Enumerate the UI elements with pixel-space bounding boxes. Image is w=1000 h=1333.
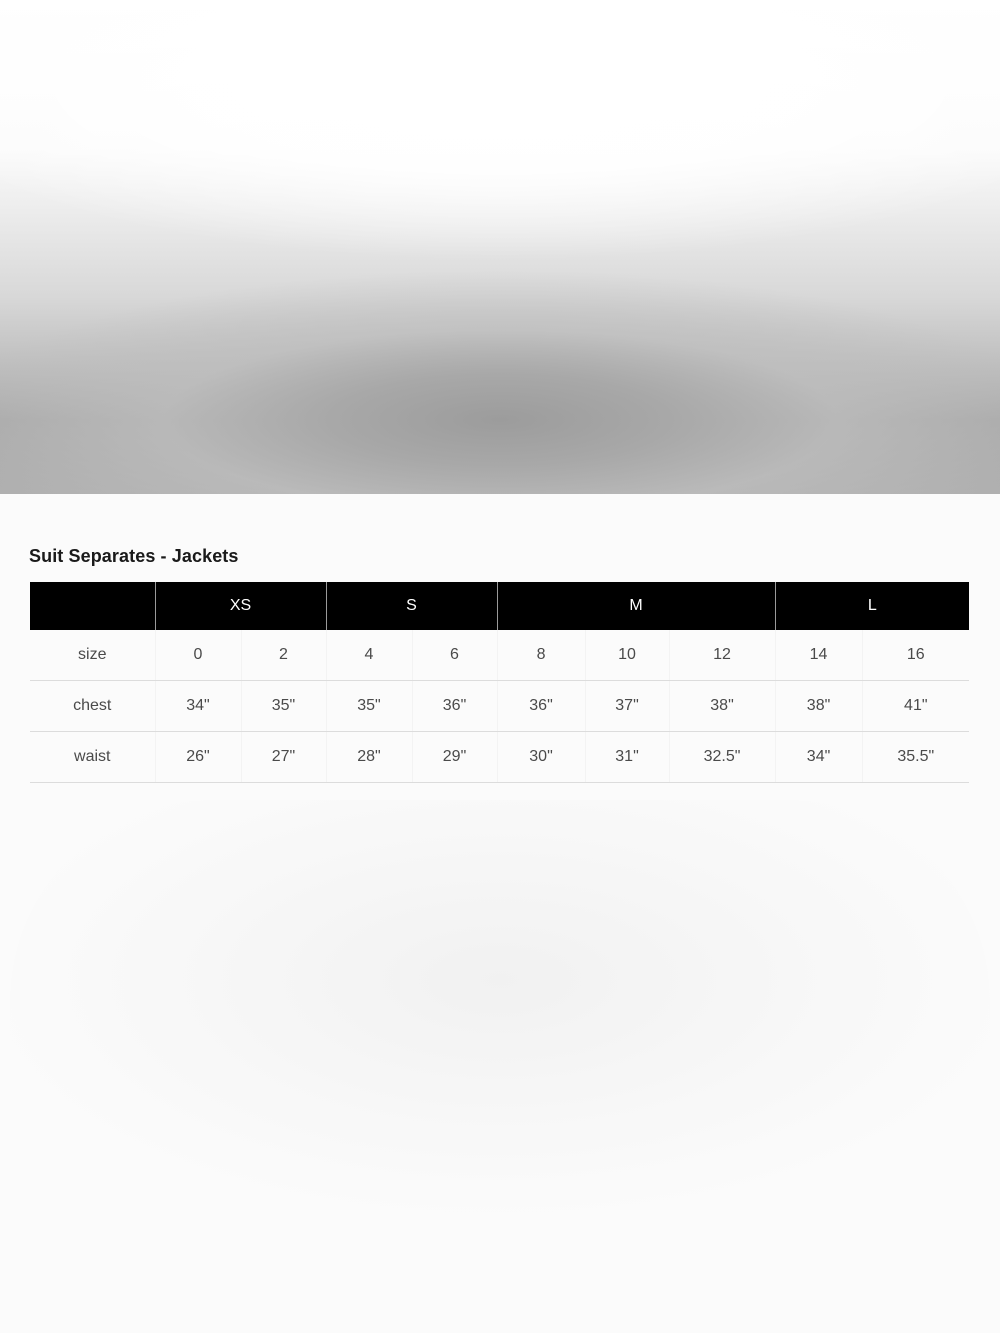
size-chart-title: Suit Separates - Jackets <box>29 546 239 566</box>
table-row-chest <box>30 681 969 732</box>
table-cell: 16 <box>862 630 969 681</box>
table-cell: 35" <box>326 681 412 732</box>
row-label-chest: chest <box>30 681 155 732</box>
table-cell: 38" <box>775 681 862 732</box>
size-group-m: M <box>497 582 775 630</box>
table-row-size <box>30 630 969 681</box>
size-chart-table <box>30 582 969 783</box>
table-cell: 34" <box>155 681 241 732</box>
table-cell: 8 <box>497 630 585 681</box>
table-cell: 30" <box>497 732 585 783</box>
table-cell: 6 <box>412 630 497 681</box>
table-cell: 35" <box>241 681 326 732</box>
table-cell: 29" <box>412 732 497 783</box>
table-cell: 41" <box>862 681 969 732</box>
background-shadow <box>10 800 990 1270</box>
table-cell: 26" <box>155 732 241 783</box>
size-group-s: S <box>326 582 497 630</box>
size-group-header-row <box>30 582 969 630</box>
size-group-l: L <box>775 582 969 630</box>
table-cell: 0 <box>155 630 241 681</box>
header-corner-cell <box>30 582 155 630</box>
row-label-size: size <box>30 630 155 681</box>
blurred-product-photo <box>0 0 1000 494</box>
row-label-waist: waist <box>30 732 155 783</box>
table-cell: 38" <box>669 681 775 732</box>
table-cell: 36" <box>412 681 497 732</box>
table-cell: 36" <box>497 681 585 732</box>
table-cell: 34" <box>775 732 862 783</box>
table-cell: 37" <box>585 681 669 732</box>
table-cell: 31" <box>585 732 669 783</box>
table-cell: 14 <box>775 630 862 681</box>
table-cell: 27" <box>241 732 326 783</box>
size-group-xs: XS <box>155 582 326 630</box>
table-cell: 4 <box>326 630 412 681</box>
table-cell: 12 <box>669 630 775 681</box>
table-cell: 10 <box>585 630 669 681</box>
table-cell: 2 <box>241 630 326 681</box>
table-cell: 28" <box>326 732 412 783</box>
table-cell: 32.5" <box>669 732 775 783</box>
table-cell: 35.5" <box>862 732 969 783</box>
table-row-waist <box>30 732 969 783</box>
